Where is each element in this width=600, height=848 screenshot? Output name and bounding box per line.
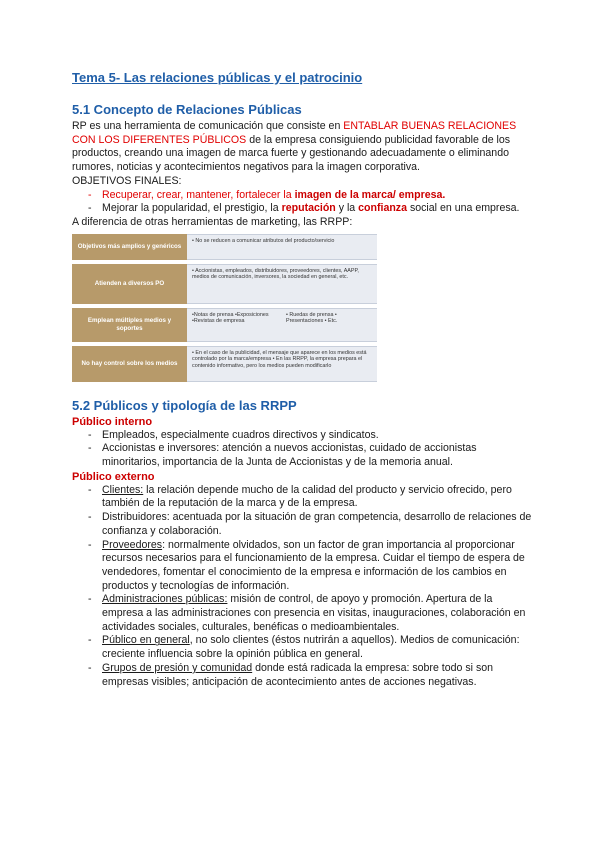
objetivo-item (72, 189, 532, 203)
diagram-row-label: No hay control sobre los medios (72, 346, 187, 382)
rrpp-diagram (72, 234, 377, 382)
diagram-row (72, 264, 377, 304)
term: Administraciones públicas: (102, 593, 228, 606)
rp-def-part-b: de la empresa consiguiendo publicidad favorable de los productos, creando una imagen de marca fuerte y gestionando adecuadamente o eliminando rumores, noticias y acontecimientos negativos para la imagen corporativa. (72, 133, 511, 174)
rp-definition (72, 120, 532, 175)
publico-interno-heading: Público interno (72, 415, 153, 428)
objetivo-emphasis: confianza (358, 202, 407, 215)
objetivo-text: Recuperar, crear, mantener, fortalecer la (102, 188, 295, 201)
objetivo-text: Mejorar la popularidad, el prestigio, la (102, 202, 282, 215)
list-item (72, 484, 532, 511)
list-item: - Distribuidores: acentuada por la situación de gran competencia, desarrollo de relaciones de confianza y colaboración. (72, 511, 532, 538)
document-page (72, 70, 532, 689)
rp-def-part-a: RP es una herramienta de comunicación que consiste en (72, 120, 344, 132)
document-title: Tema 5- Las relaciones públicas y el patrocinio (72, 70, 363, 85)
term-text: : normalmente olvidados, son un factor de gran importancia al proporcionar recursos necesarios para el funcionamiento de la empresa. Cuidar el tiempo de espera de vendedores, fomentar el conocimiento de la empresa e información de los cambios en productos y tecnologías de información. (102, 538, 525, 592)
list-item (72, 662, 532, 689)
term: Clientes: (102, 483, 144, 496)
term: Público en general (102, 634, 190, 647)
term-text: donde está radicada la empresa: sobre todo si son empresas visibles; anticipación de acontecimiento antes de acciones negativas. (102, 661, 494, 688)
list-item (72, 593, 532, 634)
objetivo-text: social en una empresa. (407, 202, 520, 215)
objetivo-emphasis: imagen de la marca/ empresa. (294, 188, 446, 201)
publico-interno-list (72, 429, 532, 470)
publico-externo-heading: Público externo (72, 470, 155, 483)
list-item (72, 634, 532, 661)
publico-externo-list (72, 484, 532, 690)
term: Proveedores (102, 538, 163, 551)
diagram-row (72, 346, 377, 382)
term: Grupos de presión y comunidad (102, 661, 253, 674)
list-item (72, 539, 532, 594)
diagram-row-label: Emplean múltiples medios y soportes (72, 308, 187, 342)
diagram-row-detail: • En el caso de la publicidad, el mensaje que aparece en los medios está controlado por la marca/empresa • En las RRPP, la empresa prepara el contenido informativo, pero los medios pueden modificarlo (187, 346, 377, 382)
diagram-col: •Notas de prensa •Exposiciones •Revistas de empresa (192, 311, 269, 325)
diagram-row (72, 308, 377, 342)
diagram-row (72, 234, 377, 260)
section-5-1-heading: 5.1 Concepto de Relaciones Públicas (72, 102, 302, 117)
section-5-2-heading: 5.2 Públicos y tipología de las RRPP (72, 397, 297, 413)
objetivos-label: OBJETIVOS FINALES: (72, 174, 182, 187)
term-text: la relación depende mucho de la calidad del producto y servicio ofrecido, pero también de la reputación de la marca y de la empresa. (102, 483, 512, 510)
objetivos-list (72, 189, 532, 216)
diagram-row-label: Atienden a diversos PO (72, 264, 187, 304)
rp-def-highlight: ENTABLAR BUENAS RELACIONES CON LOS DIFERENTES PÚBLICOS (72, 120, 517, 146)
diagram-row-detail: • No se reducen a comunicar atributos del producto/servicio (187, 234, 377, 260)
differences-line: A diferencia de otras herramientas de marketing, las RRPP: (72, 215, 353, 228)
objetivo-text: y la (335, 202, 359, 215)
diagram-row-detail: • Accionistas, empleados, distribuidores, proveedores, clientes, AAPP, medios de comunicación, inversores, la sociedad en general, etc. (187, 264, 377, 304)
objetivo-item (72, 202, 532, 216)
term-text: misión de control, de apoyo y promoción. Apertura de la empresa a las administraciones con presencia en visitas, inauguraciones, colaboración en actividades sociales, culturales, benéficas o medioambientales. (102, 593, 526, 633)
objetivo-emphasis: reputación (281, 202, 336, 215)
list-item: - Accionistas e inversores: atención a nuevos accionistas, cuidado de accionistas minoritarios, importancia de la Junta de Accionistas y de la memoria anual. (72, 442, 532, 469)
diagram-row-detail (187, 308, 377, 342)
diagram-col: • Ruedas de prensa • Presentaciones • Etc. (286, 311, 338, 325)
term-text: , no solo clientes (éstos nutrirán a aquellos). Medios de comunicación: creciente influencia sobre la opinión pública en general. (102, 634, 520, 661)
diagram-row-label: Objetivos más amplios y genéricos (72, 234, 187, 260)
list-item: - Empleados, especialmente cuadros directivos y sindicatos. (72, 429, 532, 443)
